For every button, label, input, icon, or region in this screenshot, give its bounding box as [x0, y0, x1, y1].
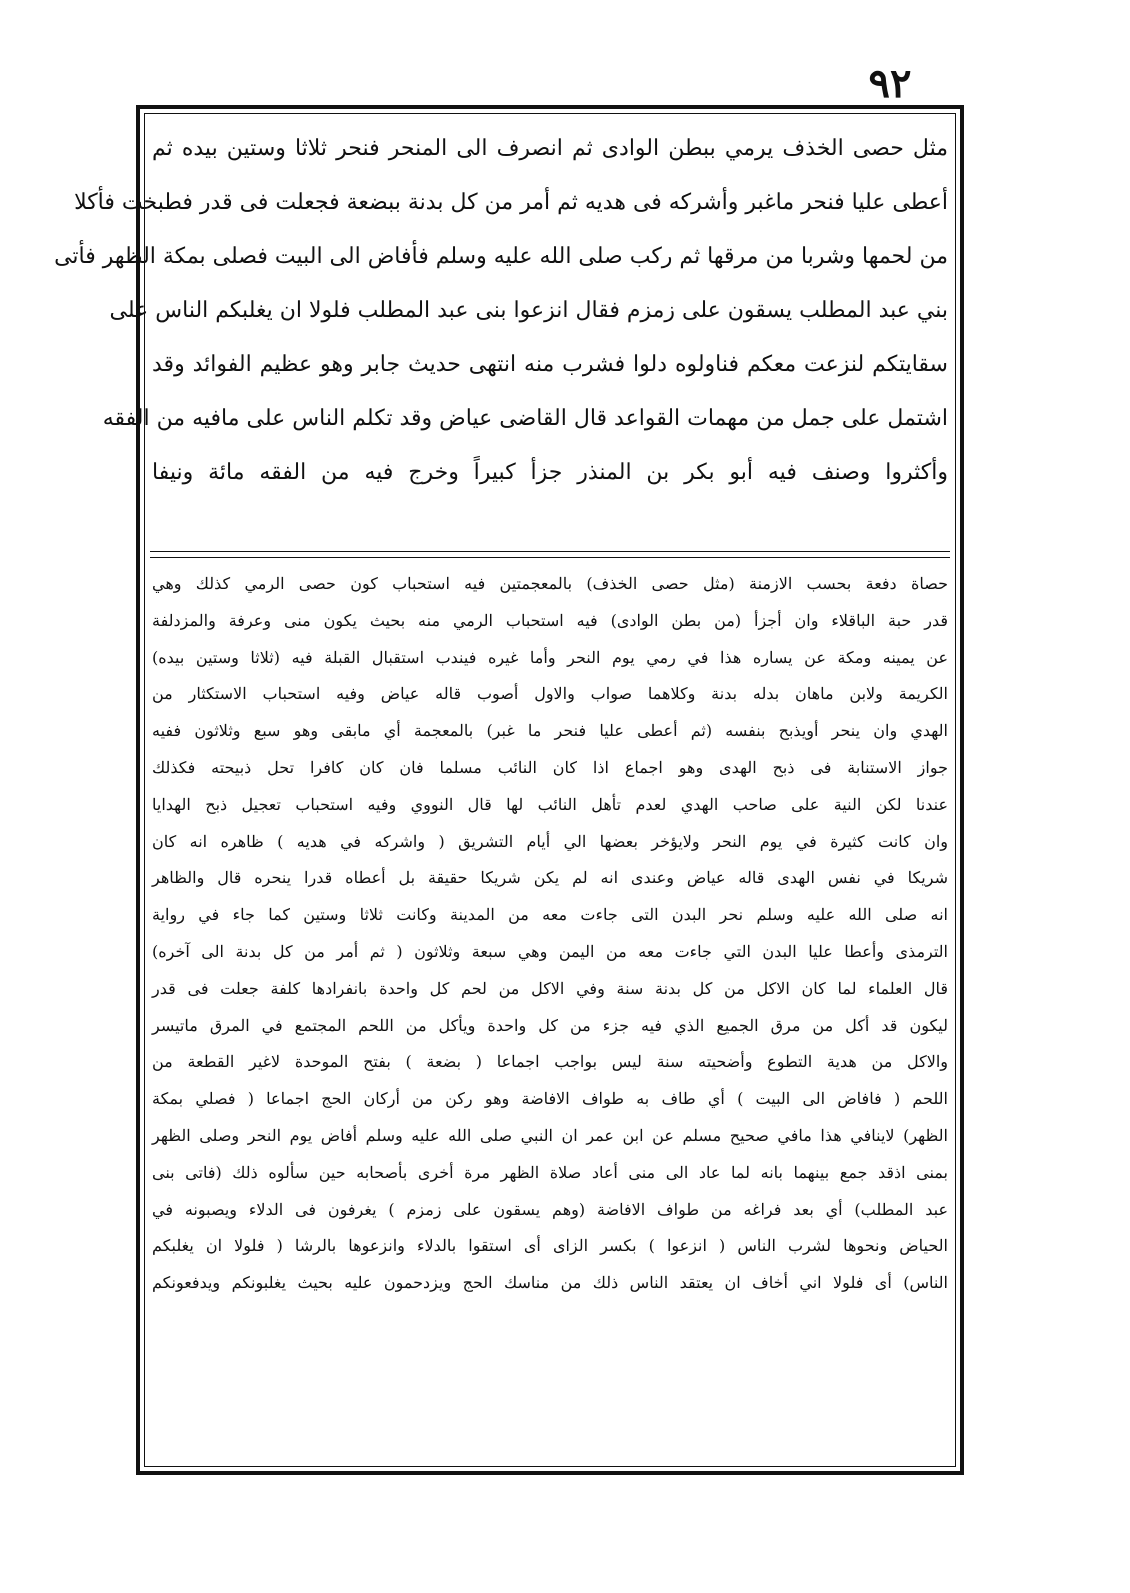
main-text-line: بني عبد المطلب يسقون على زمزم فقال انزعوا بنى عبد المطلب فلولا ان يغلبكم الناس على	[109, 298, 948, 323]
commentary-line: والاكل من هدية التطوع وأضحيته سنة ليس بواجب اجماعا ( بضعة ) بفتح الموحدة لاغير القطعة من	[152, 1052, 948, 1072]
commentary-line: الناس) أى فلولا اني أخاف ان يعتقد الناس ذلك من مناسك الحج ويزدحمون عليه بحيث يغلبونكم ويدفعونكم	[152, 1273, 948, 1293]
commentary-line: قدر حبة الباقلاء وان أجزأ (من بطن الوادى) فيه استحباب الرمي منه بحيث يكون منى وعرفة والمزدلفة	[152, 610, 948, 630]
main-text-line: سقايتكم لنزعت معكم فناولوه دلوا فشرب منه انتهى حديث جابر وهو عظيم الفوائد وقد	[152, 352, 948, 377]
commentary-block	[152, 566, 948, 1302]
section-divider	[150, 551, 950, 552]
commentary-line: حصاة دفعة بحسب الازمنة (مثل حصى الخذف) بالمعجمتين فيه استحباب كون حصى الرمي كذلك وهي	[152, 574, 948, 593]
commentary-line: ليكون قد أكل من مرق الجميع الذي فيه جزء من كل واحدة ويأكل من اللحم المجتمع في المرق ماتيسر	[152, 1015, 948, 1035]
commentary-line: اللحم ( فافاض الى البيت ) أي طاف به طواف الافاضة وهو ركن من أركان الحج اجماعا ( فصلي بمكة	[152, 1089, 948, 1109]
main-text-line: مثل حصى الخذف يرمي ببطن الوادى ثم انصرف الى المنحر فنحر ثلاثا وستين بيده ثم	[152, 136, 948, 161]
section-divider	[150, 557, 950, 558]
commentary-line: عبد المطلب) أي بعد فراغه من طواف الافاضة (وهم يسقون على زمزم ) يغرفون فى الدلاء ويصبونه في	[152, 1199, 948, 1219]
commentary-line: قال العلماء لما كان الاكل من كل بدنة سنة وفي الاكل من لحم كل واحدة بانفرادها كلفة جعلت فى قدر	[152, 978, 949, 998]
commentary-line: الظهر) لاينافي هذا مافي صحيح مسلم عن ابن عمر ان النبي صلى الله عليه وسلم أفاض يوم النحر وصلى الظهر	[152, 1125, 948, 1145]
main-text-line: وأكثروا وصنف فيه أبو بكر بن المنذر جزأ كبيراً وخرج فيه من الفقه مائة ونيفا	[152, 460, 948, 485]
commentary-line: شريكا في نفس الهدى قاله عياض وعندى انه لم يكن شريكا حقيقة بل أعطاه قدرا ينحره قال والظاهر	[152, 868, 948, 888]
commentary-line: الكريمة ولابن ماهان بدله بدنة وكلاهما صواب والاول أصوب قاله عياض وفيه استحباب الاستكثار من	[152, 684, 948, 704]
commentary-line: عندنا لكن النية على صاحب الهدي لعدم تأهل النائب لها قال النووي وفيه استحباب تعجيل ذبح الهدايا	[152, 794, 948, 814]
commentary-line: وان كانت كثيرة في يوم النحر ولايؤخر بعضها الي أيام التشريق ( واشركه في هديه ) ظاهره انه كان	[152, 831, 949, 851]
main-text-line: أعطى عليا فنحر ماغبر وأشركه فى هديه ثم أمر من كل بدنة ببضعة فجعلت فى قدر فطبخت فأكلا	[74, 190, 948, 215]
commentary-line: عن يمينه ومكة عن يساره هذا في رمي يوم النحر وأما غيره فيندب استقبال القبلة فيه (ثلاثا وستين بيده)	[152, 647, 948, 667]
page-number: ٩٢	[868, 60, 912, 107]
commentary-line: جواز الاستنابة فى ذبح الهدى وهو اجماع اذا كان النائب مسلما فان كان كافرا تحل ذبيحته فكذلك	[152, 757, 948, 777]
main-text-block	[54, 122, 948, 500]
commentary-line: انه صلى الله عليه وسلم نحر البدن التى جاءت معه من المدينة وكانت ثلاثا وستين كما جاء في رواية	[152, 905, 949, 925]
commentary-line: بمنى اذقد جمع بينهما بانه لما عاد الى منى أعاد صلاة الظهر مرة أخرى بأصحابه حين سألوه ذلك (فاتى بنى	[152, 1162, 948, 1182]
commentary-line: الحياض ونحوها لشرب الناس ( انزعوا ) بكسر الزاى أى استقوا بالدلاء وانزعوها بالرشا ( فلولا ان يغلبكم	[152, 1236, 948, 1256]
main-text-line: من لحمها وشربا من مرقها ثم ركب صلى الله عليه وسلم فأفاض الى البيت فصلى بمكة الظهر فأتى	[54, 244, 948, 269]
main-text-line: اشتمل على جمل من مهمات القواعد قال القاضى عياض وقد تكلم الناس على مافيه من الفقه	[102, 406, 948, 431]
commentary-line: الترمذى وأعطا عليا البدن التي جاءت معه من اليمن وهي سبعة وثلاثون ( ثم أمر من كل بدنة الى آخره)	[152, 941, 949, 961]
commentary-line: الهدي وان ينحر أويذبح بنفسه (ثم أعطى عليا فنحر ما غبر) بالمعجمة أي مابقى وهو سبع وثلاثون ففيه	[152, 721, 948, 741]
